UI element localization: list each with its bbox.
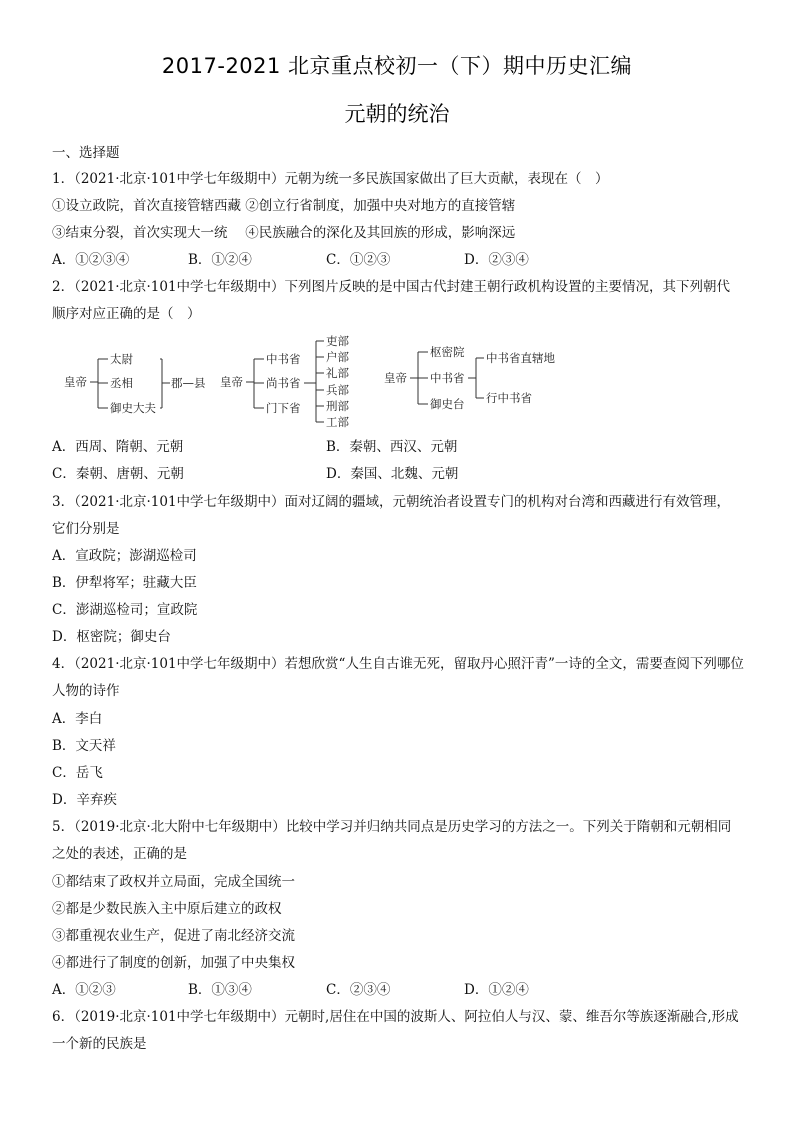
d3-sub-2: 行中书省 [486, 391, 532, 405]
question-4-option-a[interactable]: A．李白 [52, 711, 103, 727]
question-5-item-2: ②都是少数民族入主中原后建立的政权 [52, 901, 282, 917]
question-2-options-row-1 [52, 438, 752, 456]
question-3-option-d[interactable]: D．枢密院；御史台 [52, 629, 171, 645]
question-3-stem-1: 3．（2021·北京·101中学七年级期中）面对辽阔的疆域，元朝统治者设置专门的机构对台湾和西藏进行有效管理， [52, 494, 731, 510]
question-5-item-1: ①都结束了政权并立局面，完成全国统一 [52, 874, 295, 890]
question-2-options-row-2 [52, 465, 752, 483]
question-2-stem-2: 顺序对应正确的是（ ） [52, 306, 201, 322]
d2-dept-3: 礼部 [326, 366, 349, 380]
d3-branch-2: 中书省 [430, 371, 465, 385]
option-b[interactable]: B．①②④ [188, 252, 252, 268]
d2-root: 皇帝 [220, 375, 243, 389]
d1-tail: 郡—县 [171, 376, 206, 390]
d1-branch-3: 御史大夫 [110, 401, 156, 415]
option-c[interactable]: C．秦朝、唐朝、元朝 [52, 466, 184, 482]
option-b[interactable]: B．秦朝、西汉、元朝 [326, 439, 458, 455]
d3-sub-1: 中书省直辖地 [486, 351, 555, 365]
question-3-stem-2: 它们分别是 [52, 521, 120, 537]
option-c[interactable]: C．②③④ [326, 982, 391, 998]
question-1-options [52, 251, 752, 269]
option-a[interactable]: A．①②③④ [52, 252, 130, 268]
question-6-stem-2: 一个新的民族是 [52, 1036, 147, 1052]
question-4-stem-1: 4．（2021·北京·101中学七年级期中）若想欣赏“人生自古谁无死，留取丹心照汗青”一诗的全文，需要查阅下列哪位 [52, 656, 744, 672]
question-4-option-c[interactable]: C．岳飞 [52, 765, 103, 781]
d2-branch-3: 门下省 [266, 401, 301, 415]
question-3-option-c[interactable]: C．澎湖巡检司；宣政院 [52, 602, 198, 618]
option-b[interactable]: B．①③④ [188, 982, 252, 998]
d2-branch-1: 中书省 [266, 352, 301, 366]
option-a[interactable]: A．西周、隋朝、元朝 [52, 439, 184, 455]
d1-branch-1: 太尉 [110, 352, 133, 366]
option-a[interactable]: A．①②③ [52, 982, 116, 998]
option-d[interactable]: D．②③④ [464, 252, 529, 268]
question-5-item-4: ④都进行了制度的创新，加强了中央集权 [52, 955, 295, 971]
question-4-stem-2: 人物的诗作 [52, 683, 120, 699]
d3-branch-3: 御史台 [430, 397, 465, 411]
question-4-option-d[interactable]: D．辛弃疾 [52, 792, 117, 808]
d2-dept-1: 吏部 [326, 334, 349, 348]
d2-dept-6: 工部 [326, 415, 349, 429]
question-1-stem: 1．（2021·北京·101中学七年级期中）元朝为统一多民族国家做出了巨大贡献，表现在（ ） [52, 171, 609, 187]
d2-branch-2: 尚书省 [266, 376, 301, 390]
question-6-stem-1: 6．（2019·北京·101中学七年级期中）元朝时,居住在中国的波斯人、阿拉伯人与汉、蒙、维吾尔等族逐渐融合,形成 [52, 1009, 739, 1025]
question-1-item-1: ①设立政院，首次直接管辖西藏 ②创立行省制度，加强中央对地方的直接管辖 [52, 198, 516, 214]
document-title: 2017-2021 北京重点校初一（下）期中历史汇编 [161, 54, 633, 78]
d1-root: 皇帝 [64, 375, 87, 389]
d3-branch-1: 枢密院 [430, 345, 465, 359]
d1-branch-2: 丞相 [110, 376, 133, 390]
d2-dept-5: 刑部 [326, 399, 349, 413]
question-3-option-b[interactable]: B．伊犁将军；驻藏大臣 [52, 575, 197, 591]
question-2-stem-1: 2．（2021·北京·101中学七年级期中）下列图片反映的是中国古代封建王朝行政机构设置的主要情况，其下列朝代 [52, 279, 731, 295]
government-structure-diagram [62, 334, 582, 430]
question-5-stem-2: 之处的表述，正确的是 [52, 846, 187, 862]
question-4-option-b[interactable]: B．文天祥 [52, 738, 116, 754]
question-1-item-2: ③结束分裂，首次实现大一统 ④民族融合的深化及其回族的形成，影响深远 [52, 225, 516, 241]
question-5-item-3: ③都重视农业生产，促进了南北经济交流 [52, 928, 295, 944]
question-3-option-a[interactable]: A．宣政院；澎湖巡检司 [52, 548, 197, 564]
option-d[interactable]: D．①②④ [464, 982, 529, 998]
d2-dept-2: 户部 [326, 350, 349, 364]
d2-dept-4: 兵部 [326, 383, 349, 397]
question-5-options [52, 981, 752, 999]
d3-root: 皇帝 [384, 371, 407, 385]
question-5-stem-1: 5．（2019·北京·北大附中七年级期中）比较中学习并归纳共同点是历史学习的方法之一。下列关于隋朝和元朝相同 [52, 819, 732, 835]
section-heading: 一、选择题 [52, 145, 120, 161]
document-subtitle: 元朝的统治 [344, 102, 450, 126]
option-c[interactable]: C．①②③ [326, 252, 391, 268]
option-d[interactable]: D．秦国、北魏、元朝 [326, 466, 459, 482]
